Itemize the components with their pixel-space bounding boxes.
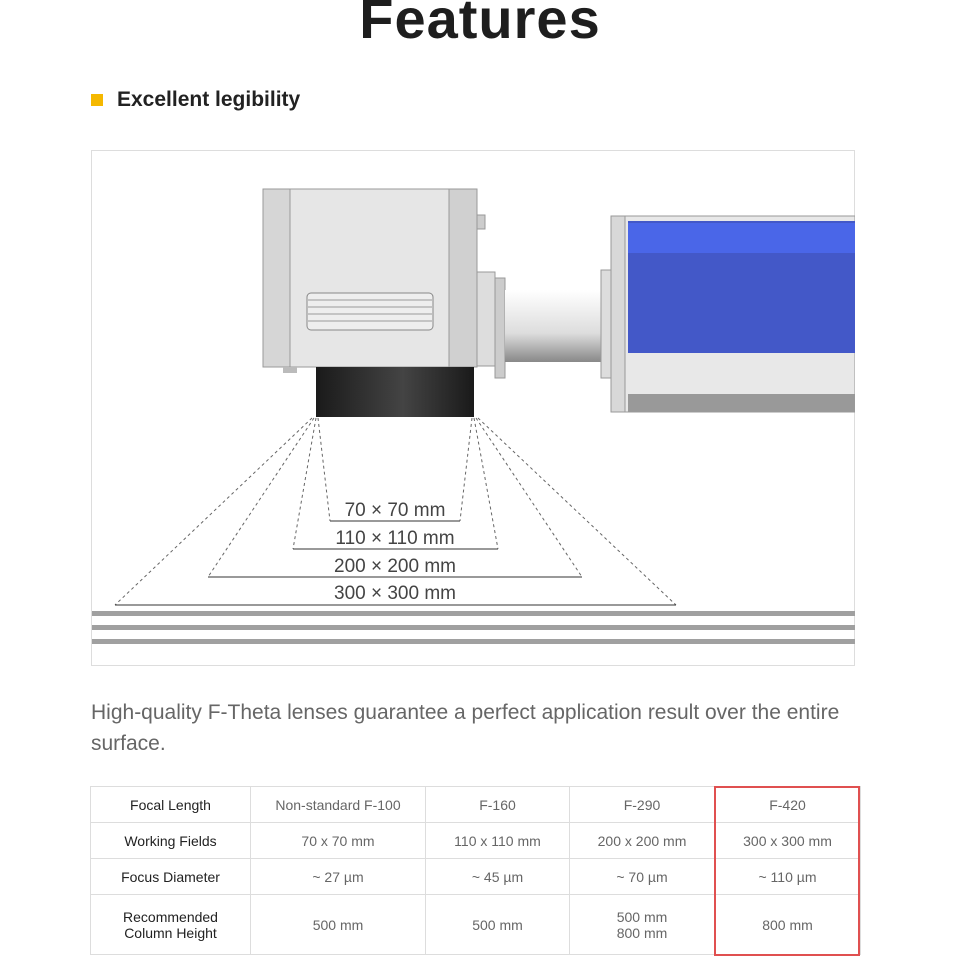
- laser-head-illustration: [91, 150, 855, 666]
- table-cell: 70 x 70 mm: [251, 823, 426, 859]
- table-cell: 500 mm: [426, 895, 570, 955]
- table-cell: 300 x 300 mm: [715, 823, 861, 859]
- table-cell: F-290: [570, 787, 715, 823]
- bullet-square-icon: [91, 94, 103, 106]
- description: High-quality F-Theta lenses guarantee a perfect application result over the entire surface.: [91, 701, 840, 755]
- section-heading-text: Excellent legibility: [117, 88, 301, 111]
- field-label-300: 300 × 300 mm: [334, 583, 456, 604]
- table-cell: ~ 70 µm: [570, 859, 715, 895]
- table-row: [91, 823, 861, 859]
- table-cell: F-420: [715, 787, 861, 823]
- row-label: Focal Length: [91, 787, 251, 823]
- field-label-110: 110 × 110 mm: [335, 528, 455, 549]
- table-cell: 110 x 110 mm: [426, 823, 570, 859]
- table-row: [91, 859, 861, 895]
- section-heading: [91, 88, 300, 112]
- lens-spec-table: [90, 786, 861, 955]
- row-label: Working Fields: [91, 823, 251, 859]
- table-cell: 500 mm 800 mm: [570, 895, 715, 955]
- table-cell: F-160: [426, 787, 570, 823]
- table-cell: ~ 110 µm: [715, 859, 861, 895]
- row-label: Focus Diameter: [91, 859, 251, 895]
- table-row: [91, 895, 861, 955]
- table-cell: 800 mm: [715, 895, 861, 955]
- table-cell: ~ 45 µm: [426, 859, 570, 895]
- row-label: Recommended Column Height: [91, 895, 251, 955]
- field-label-70: 70 × 70 mm: [344, 500, 446, 521]
- page-title: Features: [359, 0, 601, 50]
- table-cell: 500 mm: [251, 895, 426, 955]
- table-row: [91, 787, 861, 823]
- table-cell: 200 x 200 mm: [570, 823, 715, 859]
- laser-diagram: [91, 150, 855, 666]
- table-cell: Non-standard F-100: [251, 787, 426, 823]
- field-label-200: 200 × 200 mm: [334, 556, 456, 577]
- table-cell: ~ 27 µm: [251, 859, 426, 895]
